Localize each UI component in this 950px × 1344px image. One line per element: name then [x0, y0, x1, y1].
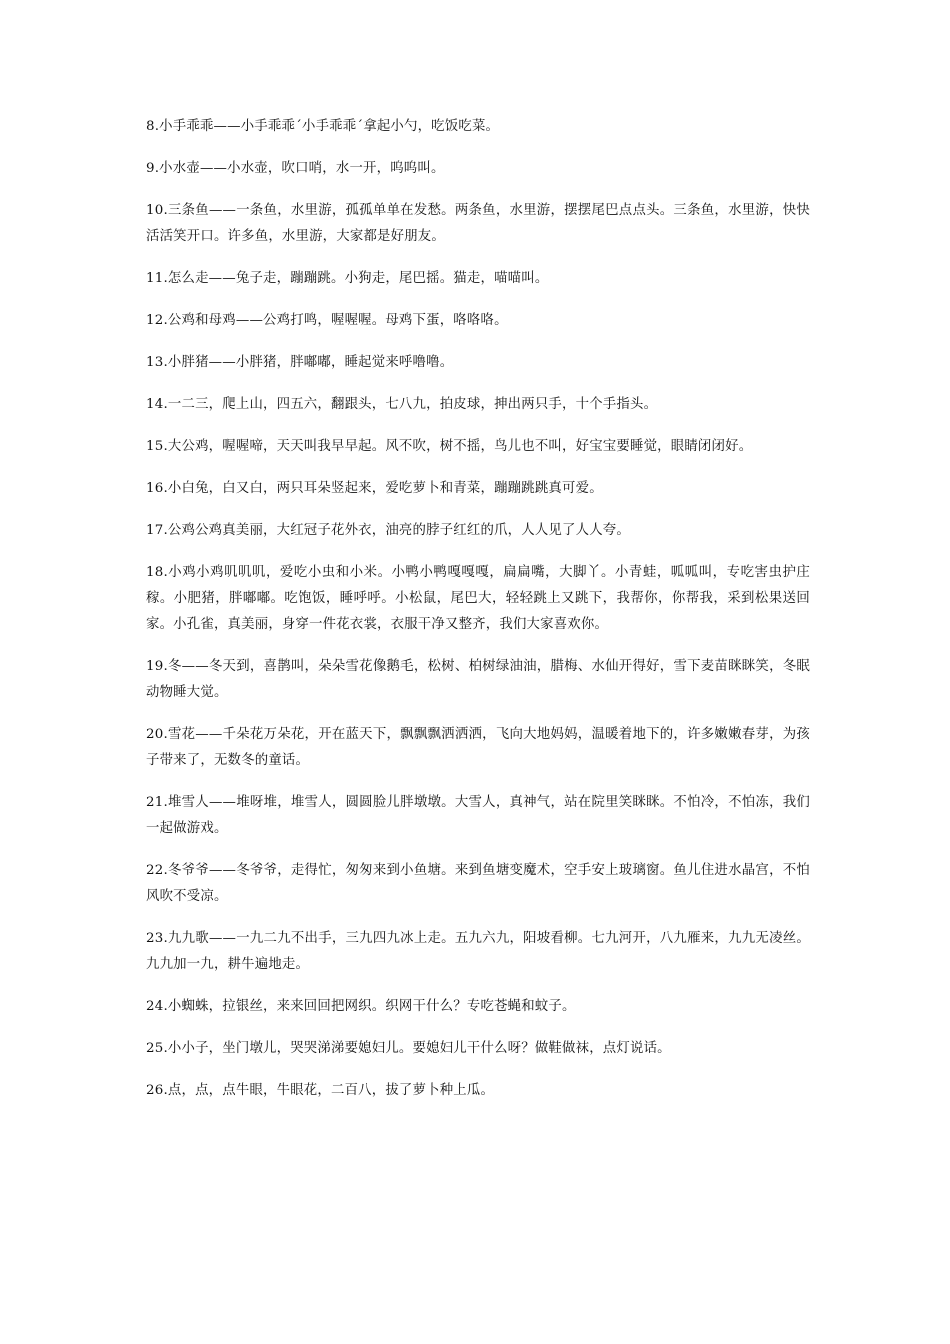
rhyme-paragraph: 10.三条鱼——一条鱼，水里游，孤孤单单在发愁。两条鱼，水里游，摆摆尾巴点点头。三条鱼，水里游，快快活活笑开口。许多鱼，水里游，大家都是好朋友。	[146, 203, 810, 244]
rhyme-paragraph: 24.小蜘蛛，拉银丝，来来回回把网织。织网干什么？专吃苍蝇和蚊子。	[146, 999, 576, 1014]
rhyme-paragraph: 18.小鸡小鸡叽叽叽，爱吃小虫和小米。小鸭小鸭嘎嘎嘎，扁扁嘴，大脚丫。小青蛙，呱呱叫，专吃害虫护庄稼。小肥猪，胖嘟嘟。吃饱饭，睡呼呼。小松鼠，尾巴大，轻轻跳上又跳下，我帮你，你帮我，采到松果送回家。小孔雀，真美丽，身穿一件花衣裳，衣服干净又整齐，我们大家喜欢你。	[146, 565, 810, 632]
rhyme-paragraph: 21.堆雪人——堆呀堆，堆雪人，圆圆脸儿胖墩墩。大雪人，真神气，站在院里笑眯眯。不怕冷，不怕冻，我们一起做游戏。	[146, 795, 810, 836]
rhyme-paragraph: 15.大公鸡，喔喔啼，天天叫我早早起。风不吹，树不摇，鸟儿也不叫，好宝宝要睡觉，眼睛闭闭好。	[146, 439, 753, 454]
rhyme-list	[146, 114, 810, 1120]
rhyme-paragraph: 8.小手乖乖——小手乖乖´小手乖乖´拿起小勺，吃饭吃菜。	[146, 119, 500, 134]
rhyme-paragraph: 11.怎么走——兔子走，蹦蹦跳。小狗走，尾巴摇。猫走，喵喵叫。	[146, 271, 549, 286]
rhyme-paragraph: 23.九九歌——一九二九不出手，三九四九冰上走。五九六九，阳坡看柳。七九河开，八九雁来，九九无凌丝。九九加一九，耕牛遍地走。	[146, 931, 810, 972]
rhyme-paragraph: 12.公鸡和母鸡——公鸡打鸣，喔喔喔。母鸡下蛋，咯咯咯。	[146, 313, 508, 328]
rhyme-paragraph: 16.小白兔，白又白，两只耳朵竖起来，爱吃萝卜和青菜，蹦蹦跳跳真可爱。	[146, 481, 603, 496]
rhyme-paragraph: 20.雪花——千朵花万朵花，开在蓝天下，飘飘飘洒洒洒，飞向大地妈妈，温暖着地下的，许多嫩嫩春芽，为孩子带来了，无数冬的童话。	[146, 727, 810, 768]
rhyme-paragraph: 13.小胖猪——小胖猪，胖嘟嘟，睡起觉来呼噜噜。	[146, 355, 454, 370]
rhyme-paragraph: 9.小水壶——小水壶，吹口哨，水一开，呜呜叫。	[146, 161, 445, 176]
rhyme-paragraph: 17.公鸡公鸡真美丽，大红冠子花外衣，油亮的脖子红红的爪，人人见了人人夸。	[146, 523, 630, 538]
rhyme-paragraph: 26.点，点，点牛眼，牛眼花，二百八，拔了萝卜种上瓜。	[146, 1083, 495, 1098]
rhyme-paragraph: 19.冬——冬天到，喜鹊叫，朵朵雪花像鹅毛，松树、柏树绿油油，腊梅、水仙开得好，雪下麦苗眯眯笑，冬眠动物睡大觉。	[146, 659, 810, 700]
rhyme-paragraph: 25.小小子，坐门墩儿，哭哭涕涕要媳妇儿。要媳妇儿干什么呀？做鞋做袜，点灯说话。	[146, 1041, 671, 1056]
rhyme-paragraph: 14.一二三，爬上山，四五六，翻跟头，七八九，拍皮球，抻出两只手，十个手指头。	[146, 397, 658, 412]
rhyme-paragraph: 22.冬爷爷——冬爷爷，走得忙，匆匆来到小鱼塘。来到鱼塘变魔术，空手安上玻璃窗。鱼儿住进水晶宫，不怕风吹不受凉。	[146, 863, 810, 904]
